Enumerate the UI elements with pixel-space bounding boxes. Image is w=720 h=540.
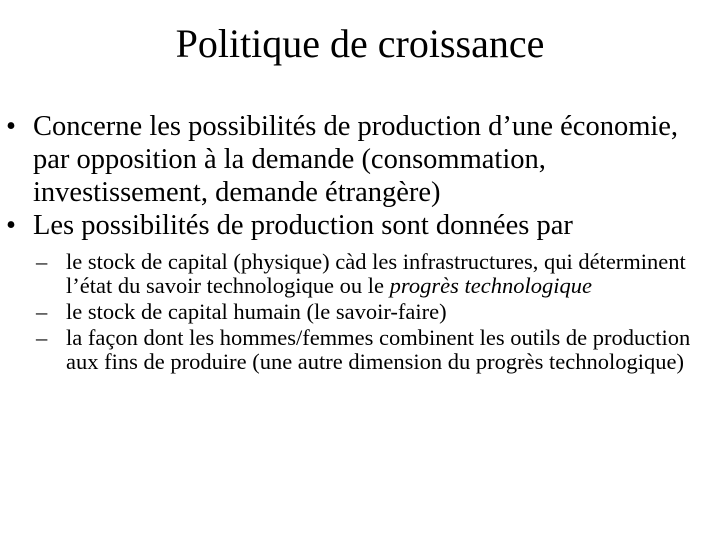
sub-bullet-text: la façon dont les hommes/femmes combinent les outils de production aux fins de produire (une autre dimension du progrès technologique)	[66, 325, 691, 374]
sub-bullet-item	[0, 326, 720, 374]
bullet-item	[0, 209, 720, 242]
sub-bullet-list	[0, 250, 720, 374]
bullet-marker: •	[6, 210, 16, 241]
slide-content	[0, 110, 720, 376]
sub-bullet-item	[0, 300, 720, 324]
bullet-marker: •	[6, 111, 16, 142]
sub-bullet-emphasis: progrès technologique	[389, 273, 592, 298]
bullet-item	[0, 110, 720, 209]
sub-bullet-text: le stock de capital (physique) càd les infrastructures, qui déterminent l’état du savoir technologique ou le	[66, 249, 686, 298]
sub-bullet-marker: –	[36, 299, 48, 324]
slide-title: Politique de croissance	[175, 21, 545, 66]
bullet-text: Concerne les possibilités de production d’une économie, par opposition à la demande (consommation, investissement, demande étrangère)	[33, 111, 679, 208]
sub-bullet-text: le stock de capital humain (le savoir-faire)	[66, 299, 447, 324]
sub-bullet-item	[0, 250, 720, 298]
bullet-text: Les possibilités de production sont données par	[33, 210, 573, 241]
sub-bullet-marker: –	[36, 249, 48, 274]
sub-bullet-marker: –	[36, 325, 48, 350]
